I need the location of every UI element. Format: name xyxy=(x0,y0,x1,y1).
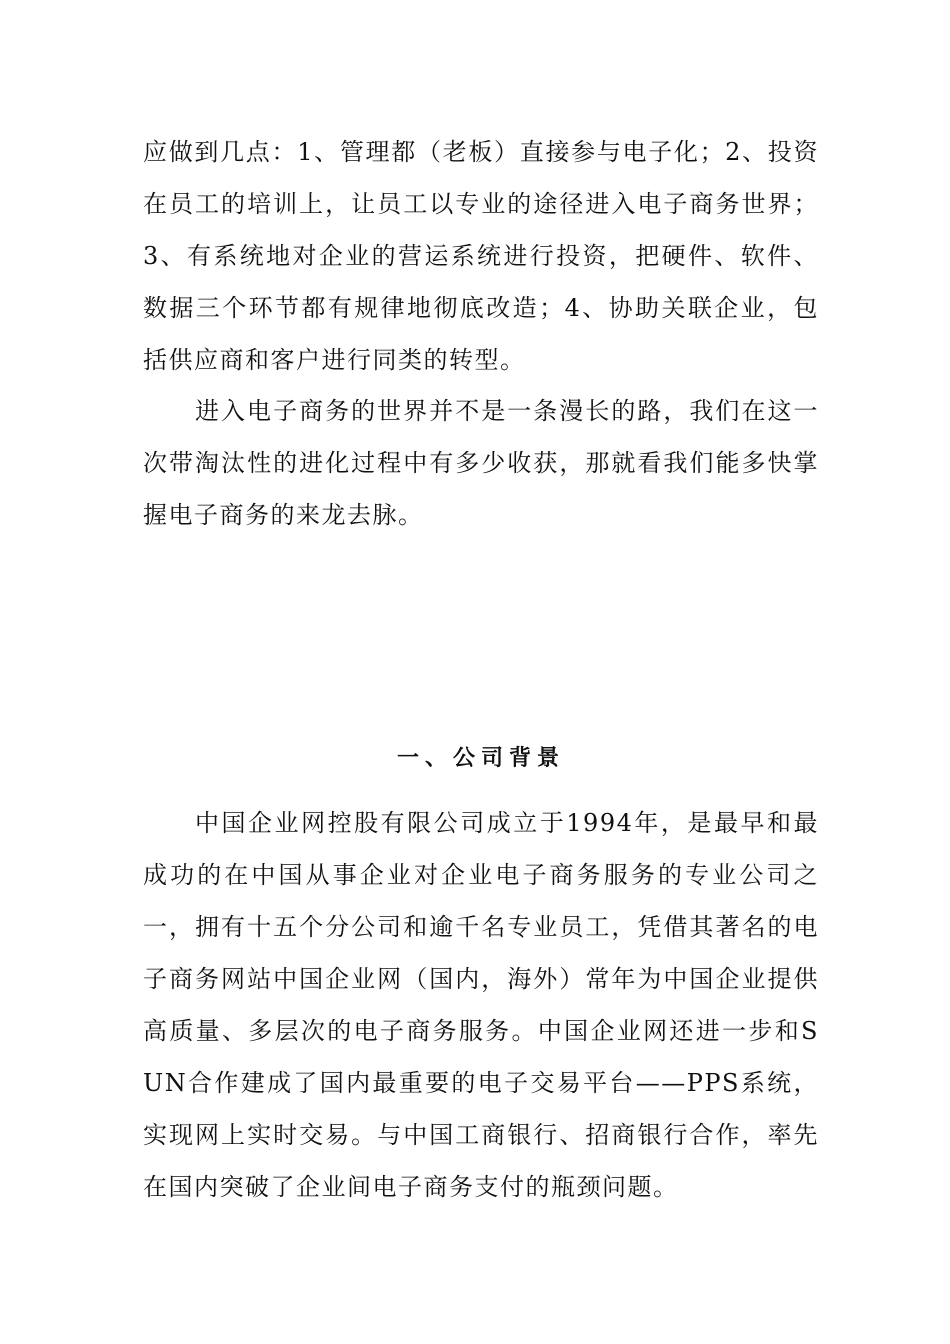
section-heading: 一、公司背景 xyxy=(396,745,565,771)
body-paragraph: 进入电子商务的世界并不是一条漫长的路，我们在这一次带淘汰性的进化过程中有多少收获，那就看我们能多快掌握电子商务的来龙去脉。 xyxy=(143,397,819,529)
body-paragraph: 应做到几点：1、管理都（老板）直接参与电子化；2、投资在员工的培训上，让员工以专业的途径进入电子商务世界；3、有系统地对企业的营运系统进行投资，把硬件、软件、数据三个环节都有规律地彻底改造；4、协助关联企业，包括供应商和客户进行同类的转型。 xyxy=(143,138,819,374)
body-paragraph: 中国企业网控股有限公司成立于1994年，是最早和最成功的在中国从事企业对企业电子商务服务的专业公司之一，拥有十五个分公司和逾千名专业员工，凭借其著名的电子商务网站中国企业网（国内，海外）常年为中国企业提供高质量、多层次的电子商务服务。中国企业网还进一步和SUN合作建成了国内最重要的电子交易平台——PPS系统，实现网上实时交易。与中国工商银行、招商银行合作，率先在国内突破了企业间电子商务支付的瓶颈问题。 xyxy=(143,809,819,1201)
